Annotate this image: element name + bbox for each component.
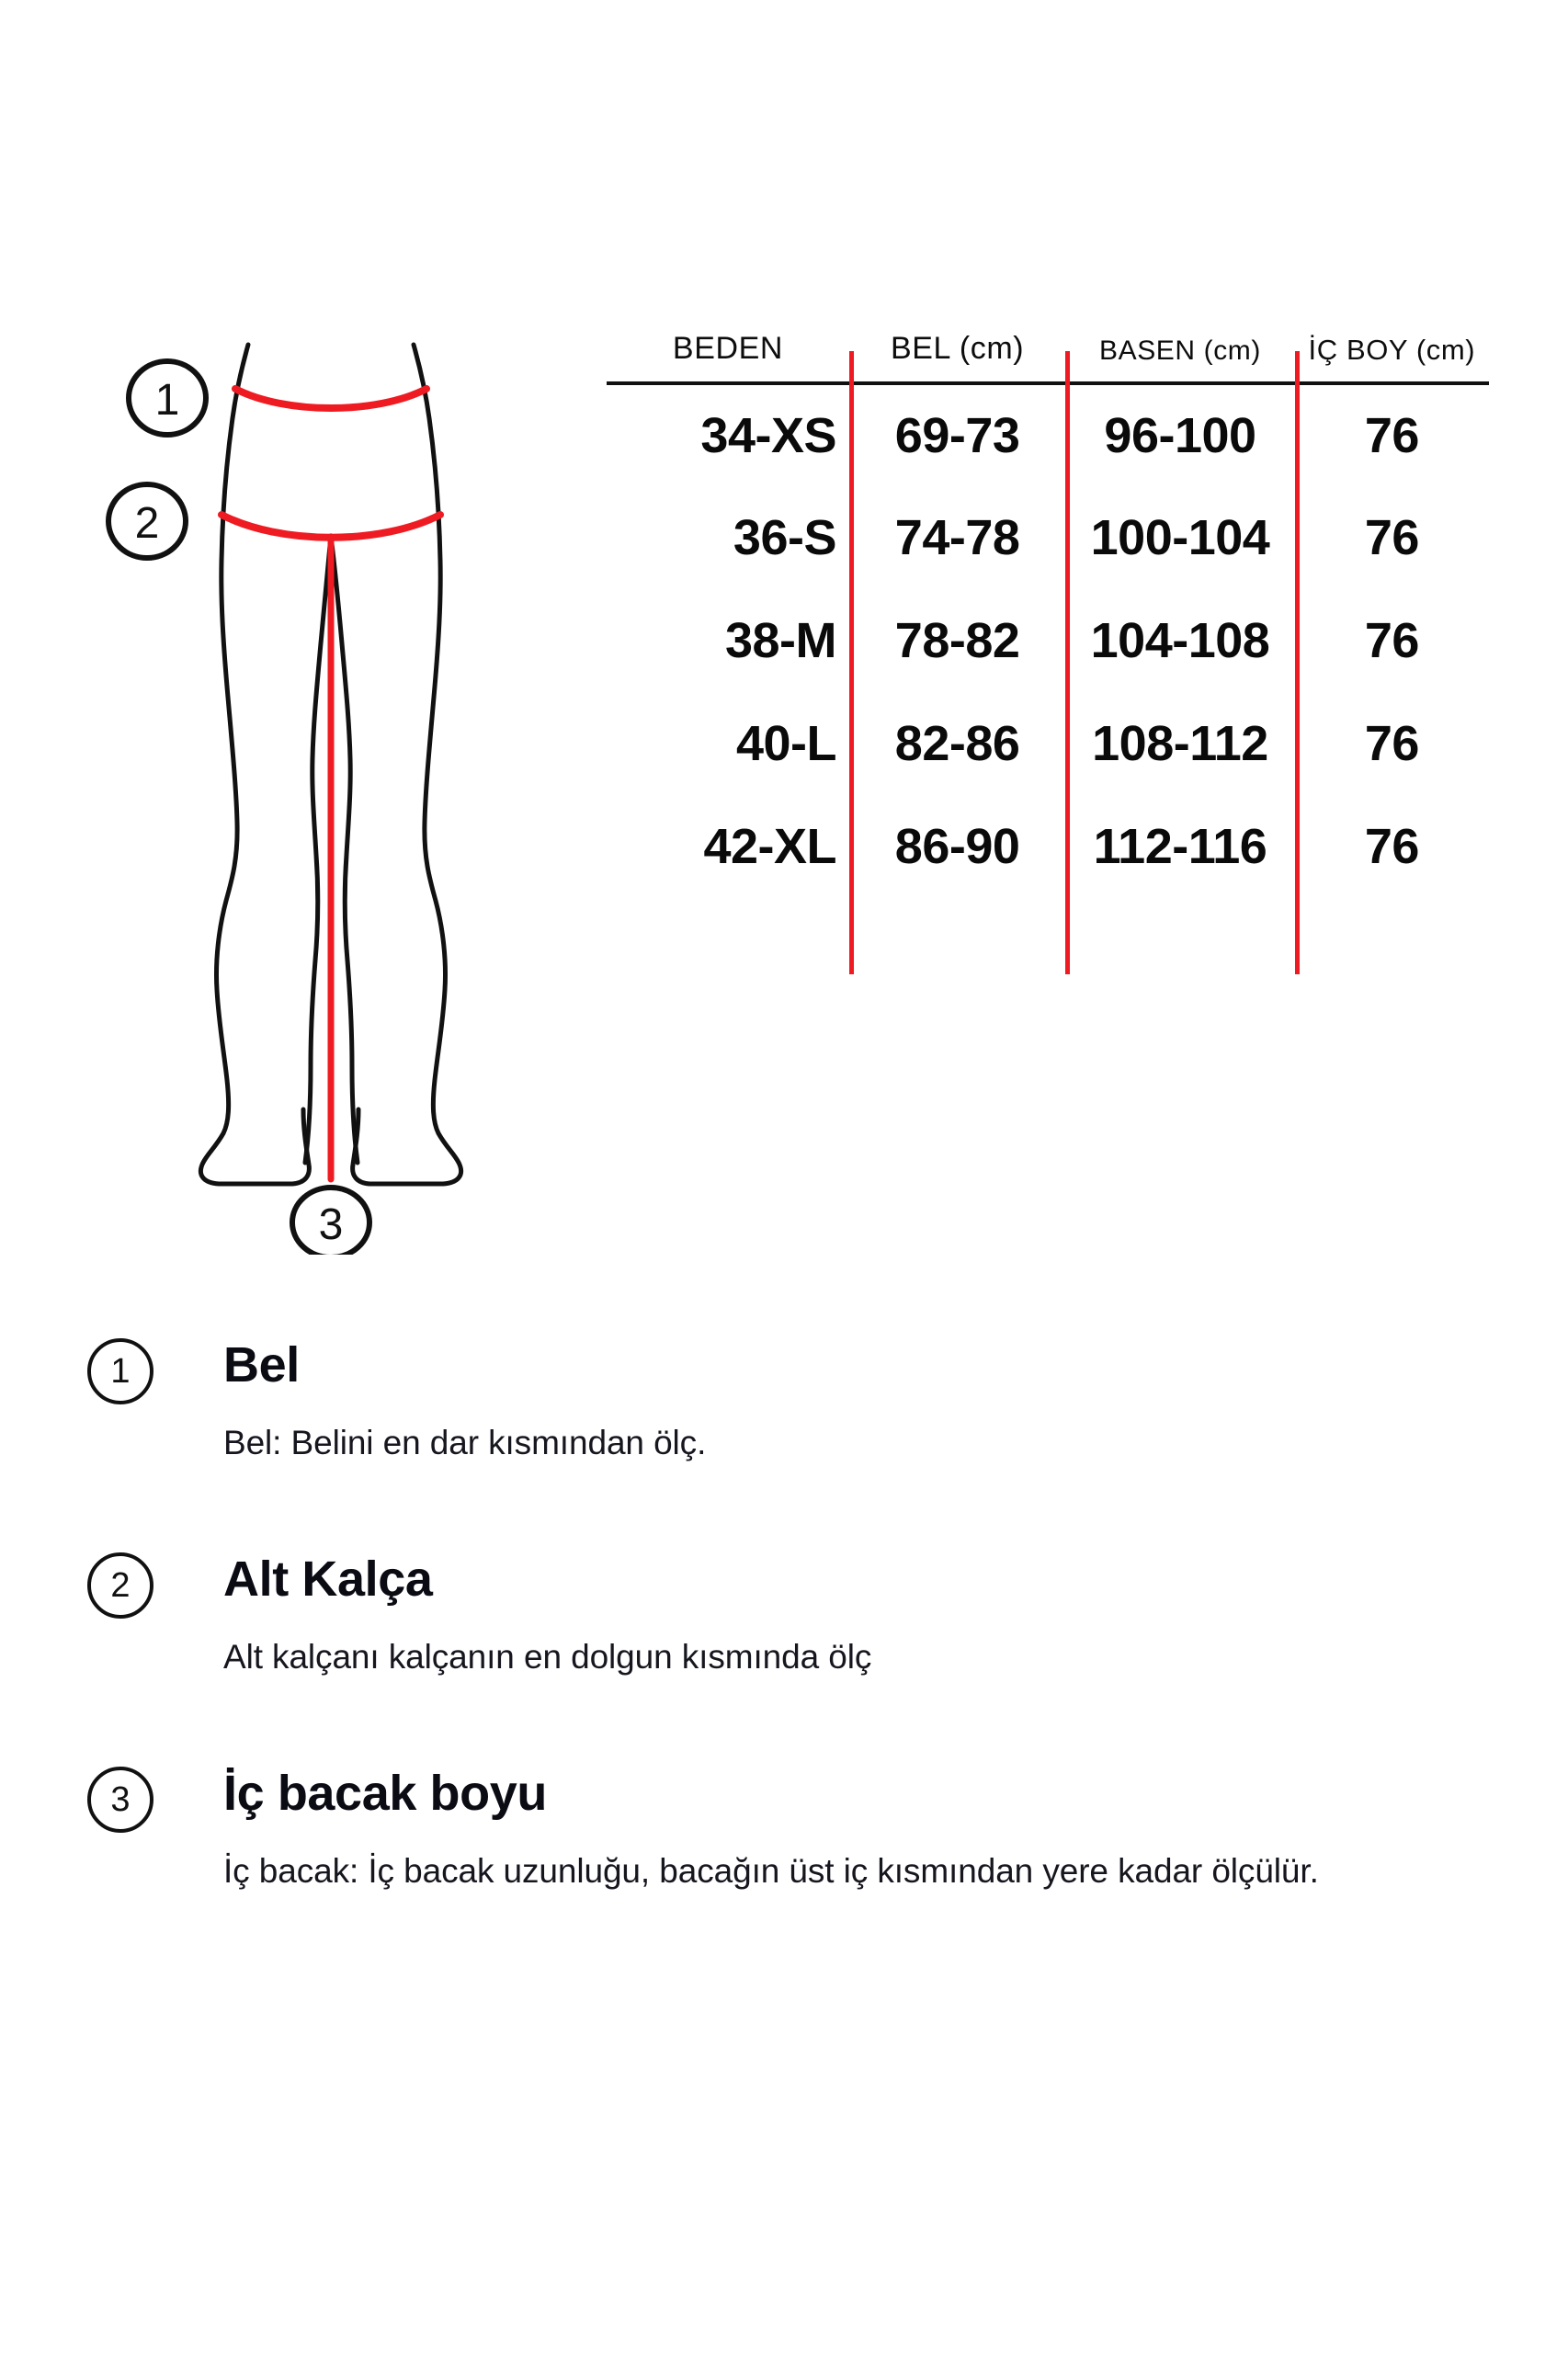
cell-bel: 78-82 [894,613,1020,668]
measurement-legend [0,1305,1568,1896]
cell-ic-boy: 76 [1364,819,1419,874]
table-row [607,589,1489,692]
table-row [607,383,1489,486]
cell-bel: 86-90 [894,819,1020,874]
legend-description-ic-bacak-boyu: İç bacak: İç bacak uzunluğu, bacağın üst iç kısmından yere kadar ölçülür. [223,1852,1319,1890]
cell-basen: 104-108 [1090,613,1270,668]
diagram-marker-2 [108,484,186,558]
table-header-row [607,331,1489,383]
body-measurement-diagram [101,326,561,1255]
svg-text:1: 1 [154,376,180,425]
legend-title-ic-bacak-boyu: İç bacak boyu [223,1765,547,1821]
svg-text:3: 3 [318,1200,344,1249]
cell-bel: 69-73 [894,408,1020,463]
column-divider-1 [849,351,854,974]
cell-beden: 42-XL [703,819,836,874]
diagram-marker-3 [292,1188,369,1255]
svg-text:2: 2 [134,499,160,548]
legend-marker-1: 1 [87,1338,153,1404]
cell-bel: 82-86 [894,716,1020,771]
diagram-marker-1 [129,361,206,435]
cell-beden: 38-M [724,613,836,668]
low-hip-measure-line [222,515,440,538]
legend-item-ic-bacak-boyu [0,1767,1568,1896]
cell-basen: 100-104 [1090,510,1270,565]
cell-beden: 36-S [733,510,836,565]
legend-marker-3: 3 [87,1767,153,1833]
legend-marker-2: 2 [87,1552,153,1619]
cell-ic-boy: 76 [1364,716,1419,771]
column-header-ic-boy: İÇ BOY (cm) [1295,331,1489,383]
table-row [607,486,1489,589]
column-divider-3 [1295,351,1300,974]
cell-beden: 40-L [735,716,836,771]
size-table [607,331,1489,898]
table-row [607,795,1489,898]
cell-ic-boy: 76 [1364,613,1419,668]
column-header-bel: BEL (cm) [849,331,1065,383]
column-header-beden: BEDEN [607,331,849,383]
cell-basen: 108-112 [1092,716,1268,771]
cell-basen: 112-116 [1093,819,1267,874]
cell-beden: 34-XS [700,408,836,463]
table-row [607,692,1489,795]
legend-item-bel [0,1338,1568,1468]
legend-item-alt-kalca [0,1552,1568,1682]
legend-description-alt-kalca: Alt kalçanı kalçanın en dolgun kısmında ölç [223,1638,872,1677]
cell-ic-boy: 76 [1364,510,1419,565]
legend-title-alt-kalca: Alt Kalça [223,1551,433,1607]
column-header-basen: BASEN (cm) [1065,331,1295,383]
cell-ic-boy: 76 [1364,408,1419,463]
legend-description-bel: Bel: Belini en dar kısmından ölç. [223,1424,707,1462]
cell-bel: 74-78 [894,510,1020,565]
waist-measure-line [235,389,426,408]
column-divider-2 [1065,351,1070,974]
cell-basen: 96-100 [1104,408,1256,463]
legend-title-bel: Bel [223,1337,300,1392]
size-chart-table [607,331,1489,974]
